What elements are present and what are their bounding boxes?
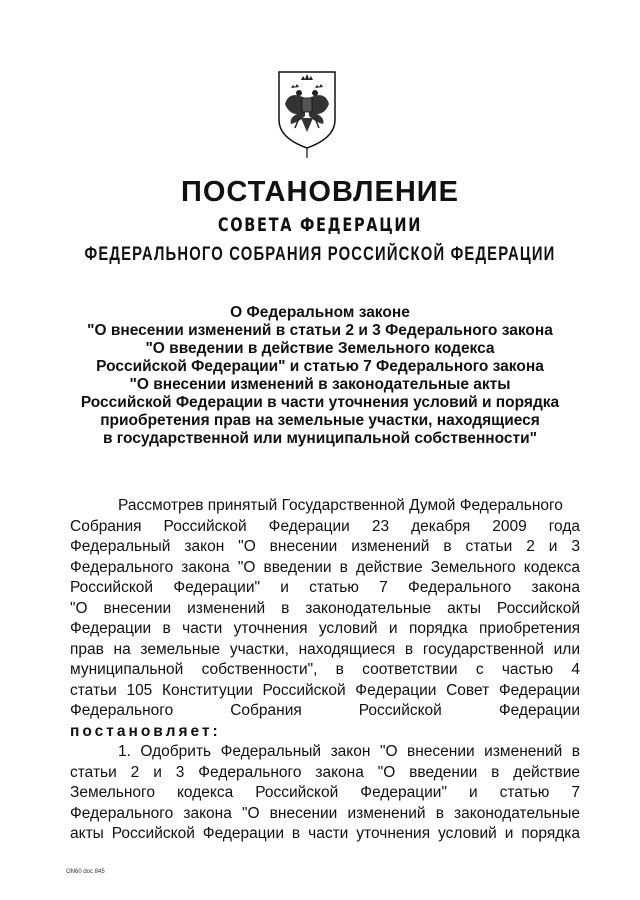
document-code: ON60 doc 845 [66, 869, 105, 875]
subject-line: приобретения прав на земельные участки, находящиеся [100, 412, 540, 429]
paragraph-line: прав на земельные участки, находящиеся в государственной или [70, 640, 580, 658]
paragraph-line: Федерального Собрания Российской Федерации [70, 702, 580, 719]
subject-line: "О внесении изменений в статьи 2 и 3 Федерального закона [87, 322, 553, 339]
paragraph-line: статьи 105 Конституции Российской Федерации Совет Федерации [70, 681, 580, 699]
paragraph-line: акты Российской Федерации в части уточнения условий и порядка [70, 825, 580, 842]
russian-coat-of-arms-icon [275, 68, 339, 160]
paragraph-line: "О внесении изменений в законодательные акты Российской [70, 599, 580, 617]
decree-word: постановляет: [70, 722, 221, 740]
paragraph-line: статьи 2 и 3 Федерального закона "О введении в действие [70, 763, 580, 781]
subject-line: "О внесении изменений в законодательные акты [129, 376, 511, 393]
paragraph-line: Российской Федерации" и статью 7 Федерального закона [70, 579, 580, 596]
document-title: ПОСТАНОВЛЕНИЕ [181, 176, 459, 208]
subject-line: "О введении в действие Земельного кодекса [145, 340, 495, 357]
issuing-body-line2: ФЕДЕРАЛЬНОГО СОБРАНИЯ РОССИЙСКОЙ ФЕДЕРАЦИИ [84, 244, 556, 265]
item-1-paragraph [70, 742, 580, 845]
paragraph-line: Земельного кодекса Российской Федерации" и статью 7 [70, 784, 580, 801]
issuing-body-line1: СОВЕТА ФЕДЕРАЦИИ [217, 214, 423, 236]
paragraph-line: 1. Одобрить Федеральный закон "О внесении изменений в [118, 743, 580, 760]
subject-line: Российской Федерации" и статью 7 Федерального закона [96, 358, 544, 375]
subject-line: О Федеральном законе [230, 304, 410, 321]
preamble-paragraph [70, 496, 580, 742]
paragraph-line: Федерального закона "О внесении изменений в законодательные [70, 804, 580, 822]
document-subject [60, 304, 580, 448]
paragraph-line: муниципальной собственности", в соответствии с частью 4 [70, 661, 580, 678]
subject-line: в государственной или муниципальной собственности" [102, 430, 538, 447]
paragraph-line: Федерации в части уточнения условий и порядка приобретения [70, 620, 580, 637]
paragraph-line: Рассмотрев принятый Государственной Думой Федерального [118, 497, 563, 514]
paragraph-line: Федерального закона "О введении в действие Земельного кодекса [70, 558, 580, 576]
paragraph-line: Собрания Российской Федерации 23 декабря 2009 года [70, 517, 580, 535]
subject-line: Российской Федерации в части уточнения условий и порядка [80, 394, 560, 411]
paragraph-line: Федеральный закон "О внесении изменений в статьи 2 и 3 [70, 538, 580, 555]
